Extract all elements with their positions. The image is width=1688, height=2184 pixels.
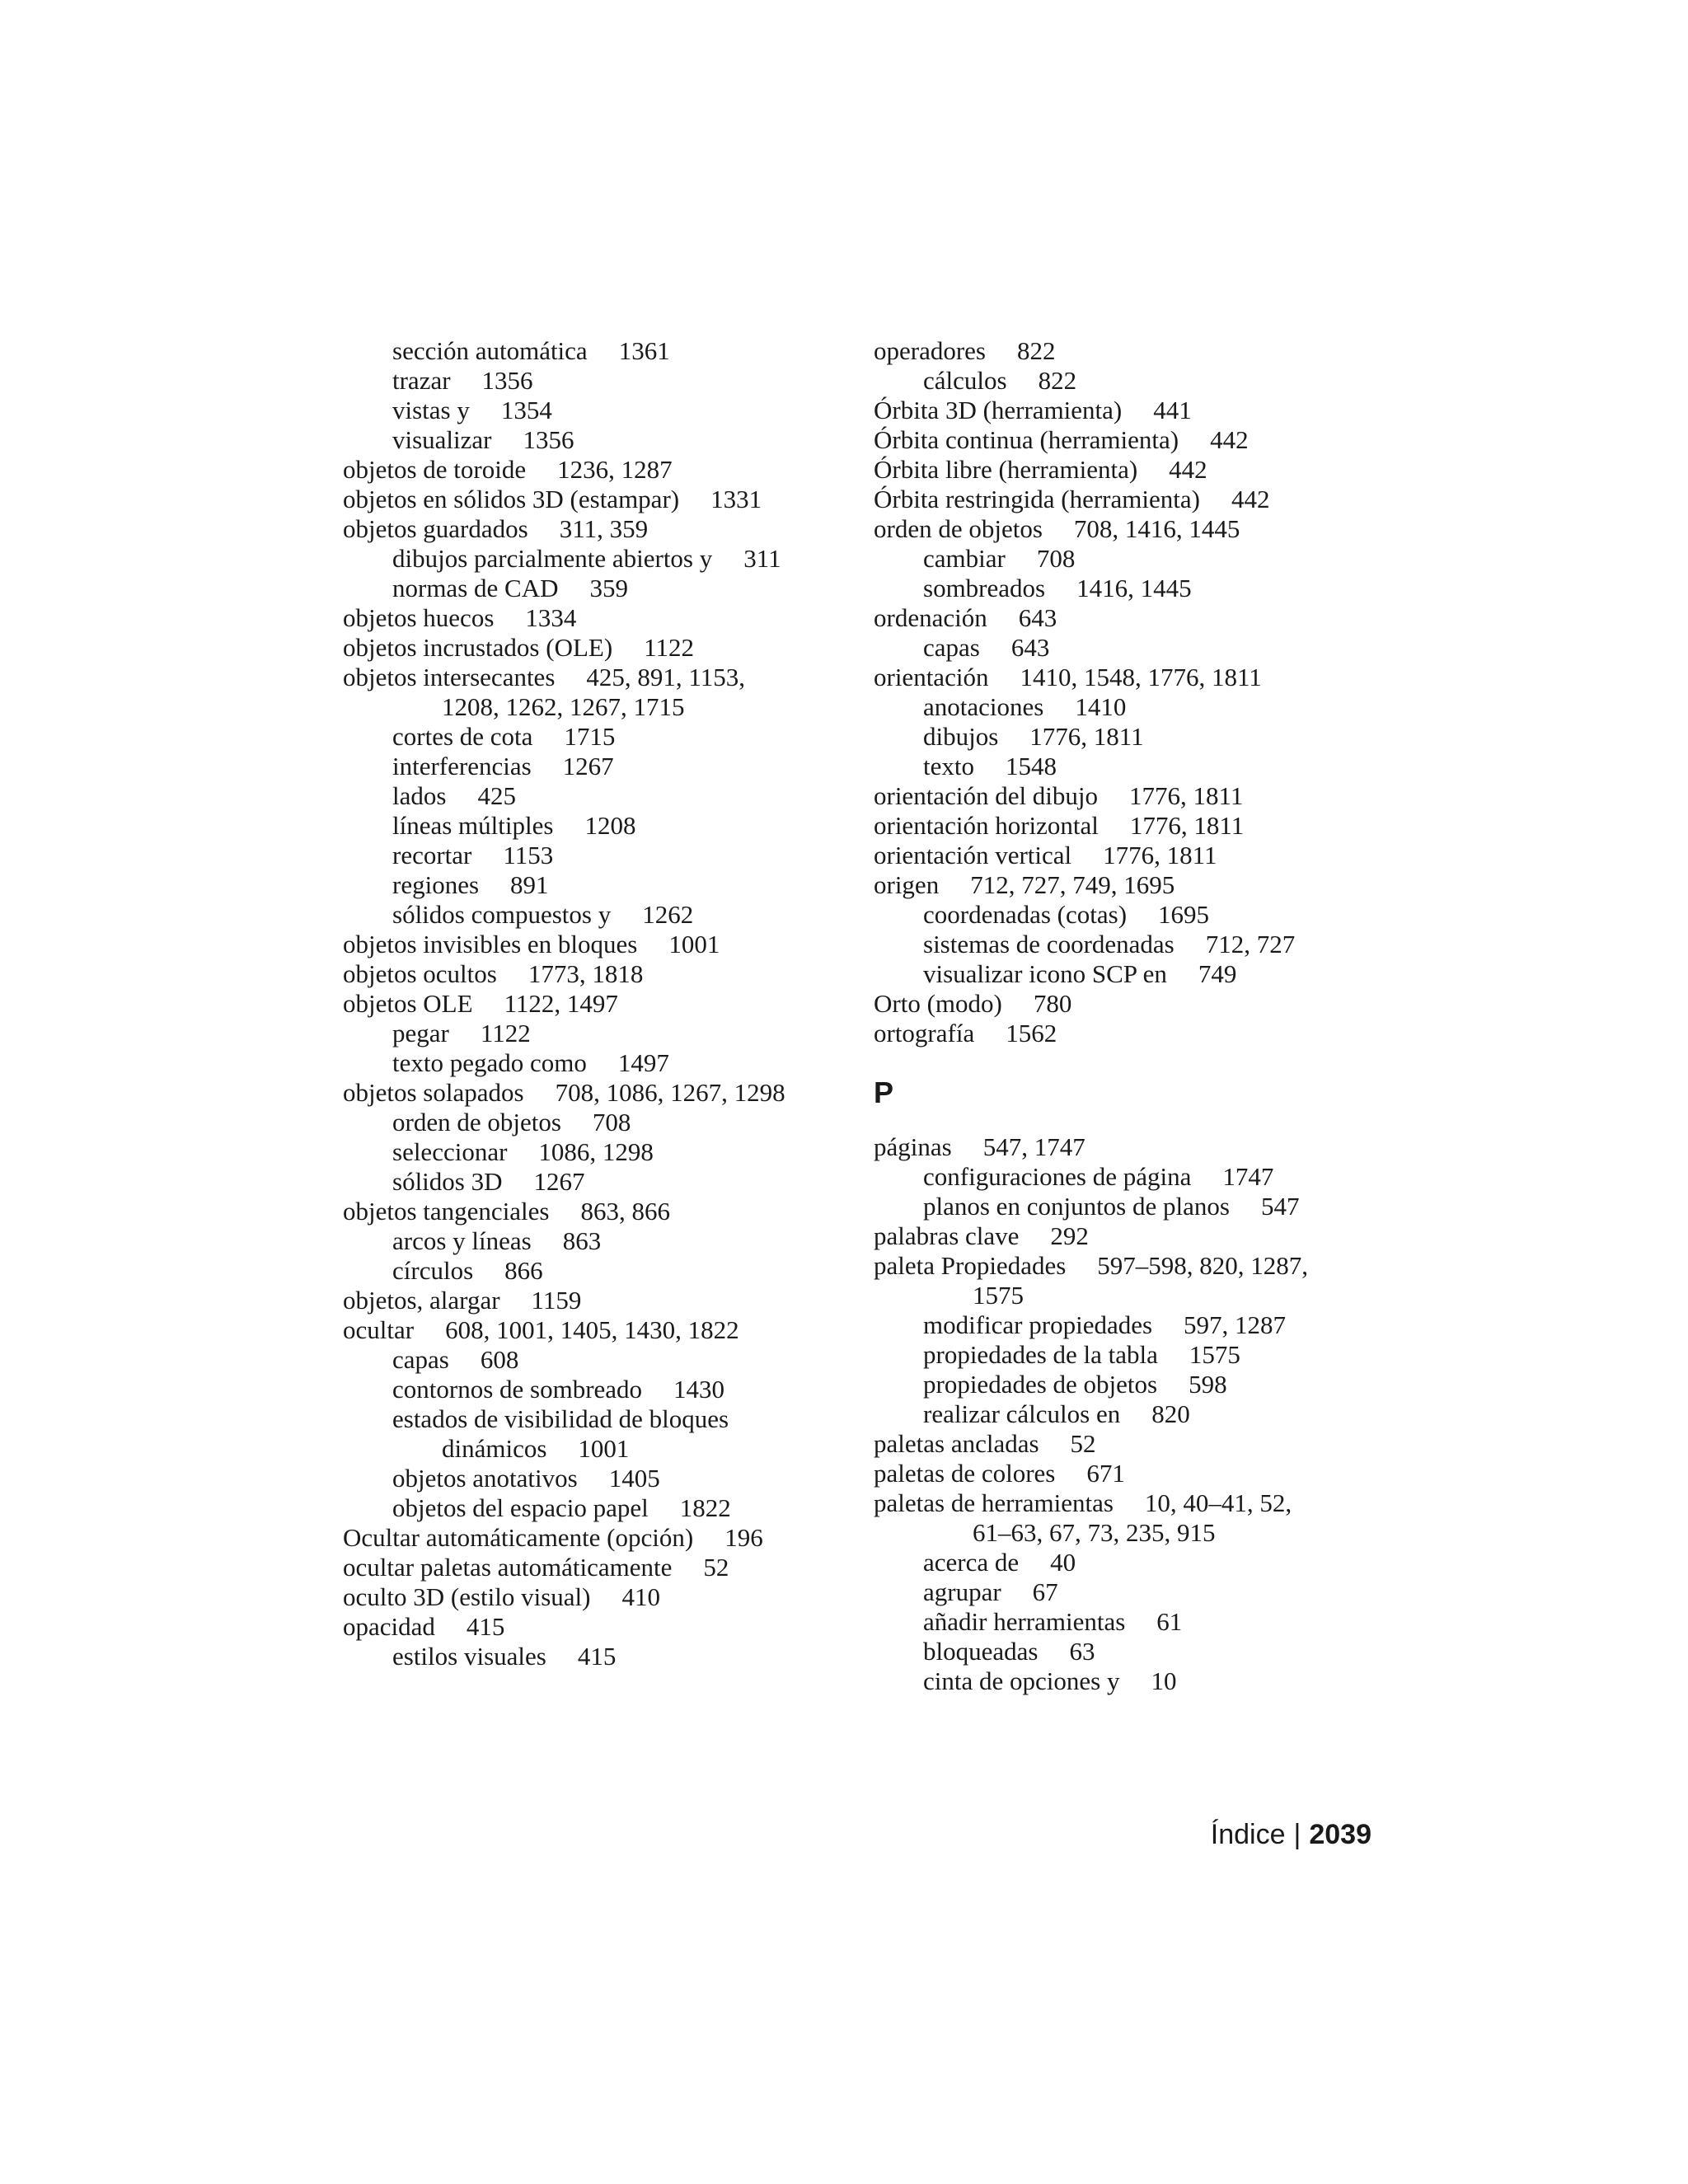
index-subentry xyxy=(874,1607,1385,1637)
index-page-refs: 415 xyxy=(466,1612,505,1641)
index-page-refs: 1410 xyxy=(1075,692,1127,721)
index-page-refs: 311 xyxy=(743,544,781,573)
index-page-refs: 1086, 1298 xyxy=(538,1137,654,1166)
index-term: sólidos 3D xyxy=(392,1167,503,1196)
index-subentry xyxy=(343,544,846,574)
index-term: objetos OLE xyxy=(343,989,473,1018)
index-term: objetos tangenciales xyxy=(343,1197,550,1226)
index-term: ocultar paletas automáticamente xyxy=(343,1553,673,1582)
index-term: sólidos compuestos y xyxy=(392,900,612,929)
index-entry xyxy=(874,1488,1385,1518)
index-entry xyxy=(874,1221,1385,1251)
index-term: objetos incrustados (OLE) xyxy=(343,633,613,662)
index-page-refs: 1262 xyxy=(642,900,694,929)
page-footer xyxy=(1211,1818,1372,1851)
index-entry xyxy=(874,870,1385,900)
index-column-right xyxy=(874,336,1385,1696)
index-section-p xyxy=(874,1132,1385,1696)
index-page-refs: 10 xyxy=(1151,1666,1177,1695)
index-term: pegar xyxy=(392,1019,449,1047)
index-term: añadir herramientas xyxy=(923,1607,1126,1636)
index-page-refs: 1122 xyxy=(644,633,695,662)
index-entry xyxy=(343,930,846,959)
index-subentry xyxy=(343,1137,846,1167)
index-subentry xyxy=(343,811,846,841)
index-page-refs: 1153 xyxy=(503,841,554,869)
index-page-refs: 1267 xyxy=(562,752,614,780)
index-page-refs: 1575 xyxy=(973,1281,1024,1310)
index-page-refs: 1776, 1811 xyxy=(1129,811,1245,840)
index-continuation xyxy=(343,1434,846,1464)
index-term: dinámicos xyxy=(442,1434,547,1463)
index-page-refs: 1361 xyxy=(618,336,670,365)
index-term: objetos en sólidos 3D (estampar) xyxy=(343,485,680,513)
index-page-refs: 1159 xyxy=(531,1286,582,1315)
index-page-refs: 708, 1416, 1445 xyxy=(1073,514,1240,543)
index-page-refs: 547, 1747 xyxy=(982,1132,1085,1161)
index-continuation xyxy=(343,692,846,722)
index-subentry xyxy=(343,900,846,930)
index-page-refs: 1208 xyxy=(584,811,636,840)
index-subentry xyxy=(343,1167,846,1197)
index-term: opacidad xyxy=(343,1612,435,1641)
index-term: Orto (modo) xyxy=(874,989,1002,1018)
index-page-refs: 822 xyxy=(1017,336,1056,365)
index-subentry xyxy=(874,1370,1385,1399)
index-page-refs: 671 xyxy=(1086,1459,1125,1488)
index-subentry xyxy=(874,1310,1385,1340)
index-entry xyxy=(343,663,846,692)
index-term: Órbita 3D (herramienta) xyxy=(874,396,1123,424)
index-entry xyxy=(874,1459,1385,1488)
index-entry xyxy=(343,455,846,485)
index-entry xyxy=(343,1286,846,1315)
index-page-refs: 1001 xyxy=(578,1434,630,1463)
index-term: recortar xyxy=(392,841,472,869)
index-subentry xyxy=(343,1642,846,1671)
index-term: capas xyxy=(923,633,980,662)
footer-separator: | xyxy=(1293,1819,1301,1850)
index-subentry xyxy=(874,1399,1385,1429)
index-term: seleccionar xyxy=(392,1137,508,1166)
index-term: sección automática xyxy=(392,336,588,365)
index-page-refs: 1747 xyxy=(1222,1162,1274,1191)
index-page-refs: 1695 xyxy=(1158,900,1210,929)
index-entry xyxy=(343,485,846,514)
index-page-refs: 10, 40–41, 52, xyxy=(1144,1488,1292,1517)
index-entry xyxy=(343,1078,846,1108)
index-entry xyxy=(874,396,1385,425)
index-term: ortografía xyxy=(874,1019,975,1047)
index-term: orden de objetos xyxy=(392,1108,561,1137)
index-term: Ocultar automáticamente (opción) xyxy=(343,1523,694,1552)
index-term: estilos visuales xyxy=(392,1642,546,1671)
index-page-refs: 643 xyxy=(1018,603,1057,632)
index-term: acerca de xyxy=(923,1548,1020,1577)
index-page-refs: 1410, 1548, 1776, 1811 xyxy=(1020,663,1262,691)
index-entry xyxy=(874,1429,1385,1459)
index-term: oculto 3D (estilo visual) xyxy=(343,1582,591,1611)
index-subentry xyxy=(343,1019,846,1048)
index-page-refs: 52 xyxy=(1070,1429,1096,1458)
index-page-refs: 598 xyxy=(1189,1370,1227,1399)
index-term: objetos ocultos xyxy=(343,959,497,988)
index-page-refs: 1331 xyxy=(710,485,762,513)
index-subentry xyxy=(874,1162,1385,1192)
index-term: objetos anotativos xyxy=(392,1464,578,1493)
index-term: objetos, alargar xyxy=(343,1286,500,1315)
index-term: objetos guardados xyxy=(343,514,528,543)
index-continuation xyxy=(874,1281,1385,1310)
index-subentry xyxy=(874,366,1385,396)
index-term: Órbita restringida (herramienta) xyxy=(874,485,1200,513)
index-term: cinta de opciones y xyxy=(923,1666,1120,1695)
index-page-refs: 1356 xyxy=(523,425,574,454)
index-page-refs: 708 xyxy=(592,1108,631,1137)
index-page-refs: 1430 xyxy=(673,1375,725,1404)
index-subentry xyxy=(343,781,846,811)
page-number: 2039 xyxy=(1309,1819,1372,1850)
index-subentry xyxy=(343,574,846,603)
index-subentry xyxy=(874,1666,1385,1696)
index-term: orientación vertical xyxy=(874,841,1072,869)
index-subentry xyxy=(874,633,1385,663)
index-term: dibujos xyxy=(923,722,999,751)
index-subentry xyxy=(343,1226,846,1256)
index-subentry xyxy=(343,841,846,870)
index-term: arcos y líneas xyxy=(392,1226,532,1255)
index-page-refs: 1001 xyxy=(668,930,720,958)
index-page-refs: 67 xyxy=(1032,1577,1058,1606)
index-page-refs: 712, 727, 749, 1695 xyxy=(970,870,1175,899)
index-term: propiedades de objetos xyxy=(923,1370,1158,1399)
index-term: palabras clave xyxy=(874,1221,1020,1250)
index-term: sombreados xyxy=(923,574,1046,602)
index-term: paleta Propiedades xyxy=(874,1251,1067,1280)
index-subentry xyxy=(874,752,1385,781)
index-page-refs: 708, 1086, 1267, 1298 xyxy=(555,1078,785,1107)
index-term: objetos intersecantes xyxy=(343,663,556,691)
index-page-refs: 1122 xyxy=(480,1019,531,1047)
index-subentry xyxy=(343,722,846,752)
index-entry xyxy=(874,989,1385,1019)
index-term: paletas de colores xyxy=(874,1459,1056,1488)
index-term: líneas múltiples xyxy=(392,811,554,840)
index-page-refs: 63 xyxy=(1069,1637,1095,1666)
index-page-refs: 61 xyxy=(1156,1607,1183,1636)
footer-label: Índice xyxy=(1210,1819,1286,1850)
index-page-refs: 1776, 1811 xyxy=(1129,781,1244,810)
index-term: ocultar xyxy=(343,1315,415,1344)
index-entry xyxy=(343,603,846,633)
index-page-refs: 1334 xyxy=(525,603,577,632)
index-page-refs: 425, 891, 1153, xyxy=(586,663,745,691)
index-entry xyxy=(874,603,1385,633)
index-term: texto pegado como xyxy=(392,1048,587,1077)
index-subentry xyxy=(343,1493,846,1523)
index-term: anotaciones xyxy=(923,692,1044,721)
index-term: origen xyxy=(874,870,940,899)
index-page-refs: 820 xyxy=(1151,1399,1190,1428)
index-page-refs: 442 xyxy=(1231,485,1270,513)
index-term: orden de objetos xyxy=(874,514,1043,543)
index-subentry xyxy=(343,366,846,396)
index-entry xyxy=(343,989,846,1019)
index-page-refs: 1497 xyxy=(617,1048,669,1077)
index-entry xyxy=(874,1251,1385,1281)
index-subentry xyxy=(343,396,846,425)
index-page-refs: 1773, 1818 xyxy=(528,959,644,988)
index-subentry xyxy=(343,870,846,900)
index-subentry xyxy=(343,1375,846,1404)
index-entry xyxy=(343,1582,846,1612)
index-term: vistas y xyxy=(392,396,470,424)
index-entry xyxy=(874,455,1385,485)
index-subentry xyxy=(874,1637,1385,1666)
index-subentry xyxy=(343,1108,846,1137)
index-page-refs: 52 xyxy=(703,1553,729,1582)
index-page-refs: 1267 xyxy=(533,1167,585,1196)
index-entry xyxy=(343,959,846,989)
index-section-o xyxy=(874,336,1385,1048)
index-term: realizar cálculos en xyxy=(923,1399,1121,1428)
index-subentry xyxy=(343,1404,846,1434)
index-subentry xyxy=(874,1340,1385,1370)
index-page-refs: 749 xyxy=(1198,959,1237,988)
index-entry xyxy=(343,1523,846,1553)
index-subentry xyxy=(874,1192,1385,1221)
index-page-refs: 643 xyxy=(1010,633,1050,662)
index-entry xyxy=(343,1612,846,1642)
index-term: bloqueadas xyxy=(923,1637,1039,1666)
index-subentry xyxy=(343,1464,846,1493)
index-entry xyxy=(343,1553,846,1582)
index-entry xyxy=(874,1132,1385,1162)
index-subentry xyxy=(343,336,846,366)
index-page-refs: 891 xyxy=(510,870,549,899)
index-page-refs: 359 xyxy=(589,574,628,602)
index-entry xyxy=(874,1019,1385,1048)
index-term: contornos de sombreado xyxy=(392,1375,643,1404)
index-column-left xyxy=(343,336,846,1671)
index-page-refs: 597, 1287 xyxy=(1184,1310,1287,1339)
index-term: páginas xyxy=(874,1132,952,1161)
index-term: visualizar icono SCP en xyxy=(923,959,1167,988)
index-term: dibujos parcialmente abiertos y xyxy=(392,544,713,573)
index-page-refs: 1776, 1811 xyxy=(1029,722,1144,751)
index-entry xyxy=(874,841,1385,870)
index-subentry xyxy=(343,425,846,455)
index-page-refs: 311, 359 xyxy=(559,514,649,543)
index-term: coordenadas (cotas) xyxy=(923,900,1128,929)
index-term: configuraciones de página xyxy=(923,1162,1192,1191)
index-page-refs: 863, 866 xyxy=(580,1197,670,1226)
index-subentry xyxy=(874,574,1385,603)
index-subentry xyxy=(874,900,1385,930)
index-term: objetos invisibles en bloques xyxy=(343,930,638,958)
index-term: objetos solapados xyxy=(343,1078,524,1107)
index-page-refs: 415 xyxy=(577,1642,617,1671)
index-page-refs: 442 xyxy=(1169,455,1207,484)
index-term: operadores xyxy=(874,336,986,365)
index-subentry xyxy=(874,959,1385,989)
index-term: objetos del espacio papel xyxy=(392,1493,649,1522)
index-term: visualizar xyxy=(392,425,492,454)
index-page-refs: 863 xyxy=(562,1226,602,1255)
index-page-refs: 292 xyxy=(1050,1221,1089,1250)
index-entry xyxy=(343,633,846,663)
index-term: objetos de toroide xyxy=(343,455,527,484)
index-page-refs: 822 xyxy=(1038,366,1077,395)
index-entry xyxy=(874,781,1385,811)
section-letter-heading: P xyxy=(874,1076,894,1109)
index-page-refs: 40 xyxy=(1050,1548,1076,1577)
index-subentry xyxy=(874,1548,1385,1577)
index-page-refs: 1356 xyxy=(481,366,533,395)
index-term: orientación del dibujo xyxy=(874,781,1099,810)
index-term: interferencias xyxy=(392,752,532,780)
index-page-refs: 547 xyxy=(1260,1192,1300,1221)
index-page-refs: 597–598, 820, 1287, xyxy=(1097,1251,1309,1280)
index-term: capas xyxy=(392,1345,449,1374)
index-subentry xyxy=(343,1345,846,1375)
index-term: círculos xyxy=(392,1256,474,1285)
index-term: Órbita continua (herramienta) xyxy=(874,425,1179,454)
index-term: modificar propiedades xyxy=(923,1310,1153,1339)
index-page-refs: 1236, 1287 xyxy=(557,455,673,484)
index-term: objetos huecos xyxy=(343,603,495,632)
index-subentry xyxy=(874,544,1385,574)
index-entry xyxy=(343,514,846,544)
index-term: cálculos xyxy=(923,366,1007,395)
index-term: normas de CAD xyxy=(392,574,559,602)
index-term: regiones xyxy=(392,870,480,899)
index-page-refs: 708 xyxy=(1036,544,1076,573)
index-page-refs: 1715 xyxy=(564,722,616,751)
index-term: Órbita libre (herramienta) xyxy=(874,455,1138,484)
index-entry xyxy=(874,336,1385,366)
index-page-refs: 1122, 1497 xyxy=(504,989,618,1018)
index-page-refs: 441 xyxy=(1153,396,1192,424)
index-page-refs: 1405 xyxy=(608,1464,660,1493)
index-entry xyxy=(874,514,1385,544)
index-subentry xyxy=(874,692,1385,722)
index-term: planos en conjuntos de planos xyxy=(923,1192,1230,1221)
index-page-refs: 1562 xyxy=(1006,1019,1057,1047)
index-page-refs: 1208, 1262, 1267, 1715 xyxy=(442,692,685,721)
index-page-refs: 1575 xyxy=(1189,1340,1240,1369)
index-term: texto xyxy=(923,752,974,780)
index-term: estados de visibilidad de bloques xyxy=(392,1404,729,1433)
index-page-refs: 866 xyxy=(504,1256,543,1285)
index-term: lados xyxy=(392,781,447,810)
index-subentry xyxy=(343,1048,846,1078)
index-page-refs: 608 xyxy=(480,1345,519,1374)
index-term: cambiar xyxy=(923,544,1006,573)
index-term: ordenación xyxy=(874,603,987,632)
index-page-refs: 780 xyxy=(1033,989,1072,1018)
index-term: orientación horizontal xyxy=(874,811,1099,840)
index-term: sistemas de coordenadas xyxy=(923,930,1175,958)
index-page-refs: 425 xyxy=(477,781,516,810)
index-entry xyxy=(343,1315,846,1345)
index-subentry xyxy=(343,1256,846,1286)
index-page-refs: 196 xyxy=(724,1523,763,1552)
index-term: agrupar xyxy=(923,1577,1001,1606)
index-page-refs: 442 xyxy=(1210,425,1249,454)
index-page-refs: 1416, 1445 xyxy=(1076,574,1192,602)
index-page-refs: 61–63, 67, 73, 235, 915 xyxy=(973,1518,1216,1547)
index-subentry xyxy=(874,930,1385,959)
index-entry xyxy=(343,1197,846,1226)
index-entry xyxy=(874,485,1385,514)
index-term: propiedades de la tabla xyxy=(923,1340,1158,1369)
index-entry xyxy=(874,663,1385,692)
index-page-refs: 1548 xyxy=(1006,752,1057,780)
index-entry xyxy=(874,811,1385,841)
index-page-refs: 1354 xyxy=(500,396,552,424)
index-term: orientación xyxy=(874,663,989,691)
index-term: paletas de herramientas xyxy=(874,1488,1114,1517)
index-entry xyxy=(874,425,1385,455)
index-term: cortes de cota xyxy=(392,722,533,751)
index-page-refs: 608, 1001, 1405, 1430, 1822 xyxy=(445,1315,739,1344)
index-term: paletas ancladas xyxy=(874,1429,1039,1458)
index-page-refs: 1776, 1811 xyxy=(1103,841,1217,869)
index-subentry xyxy=(874,722,1385,752)
index-continuation xyxy=(874,1518,1385,1548)
index-subentry xyxy=(343,752,846,781)
index-page-refs: 1822 xyxy=(679,1493,731,1522)
index-subentry xyxy=(874,1577,1385,1607)
index-page-refs: 410 xyxy=(621,1582,660,1611)
index-term: trazar xyxy=(392,366,451,395)
index-page-refs: 712, 727 xyxy=(1205,930,1296,958)
